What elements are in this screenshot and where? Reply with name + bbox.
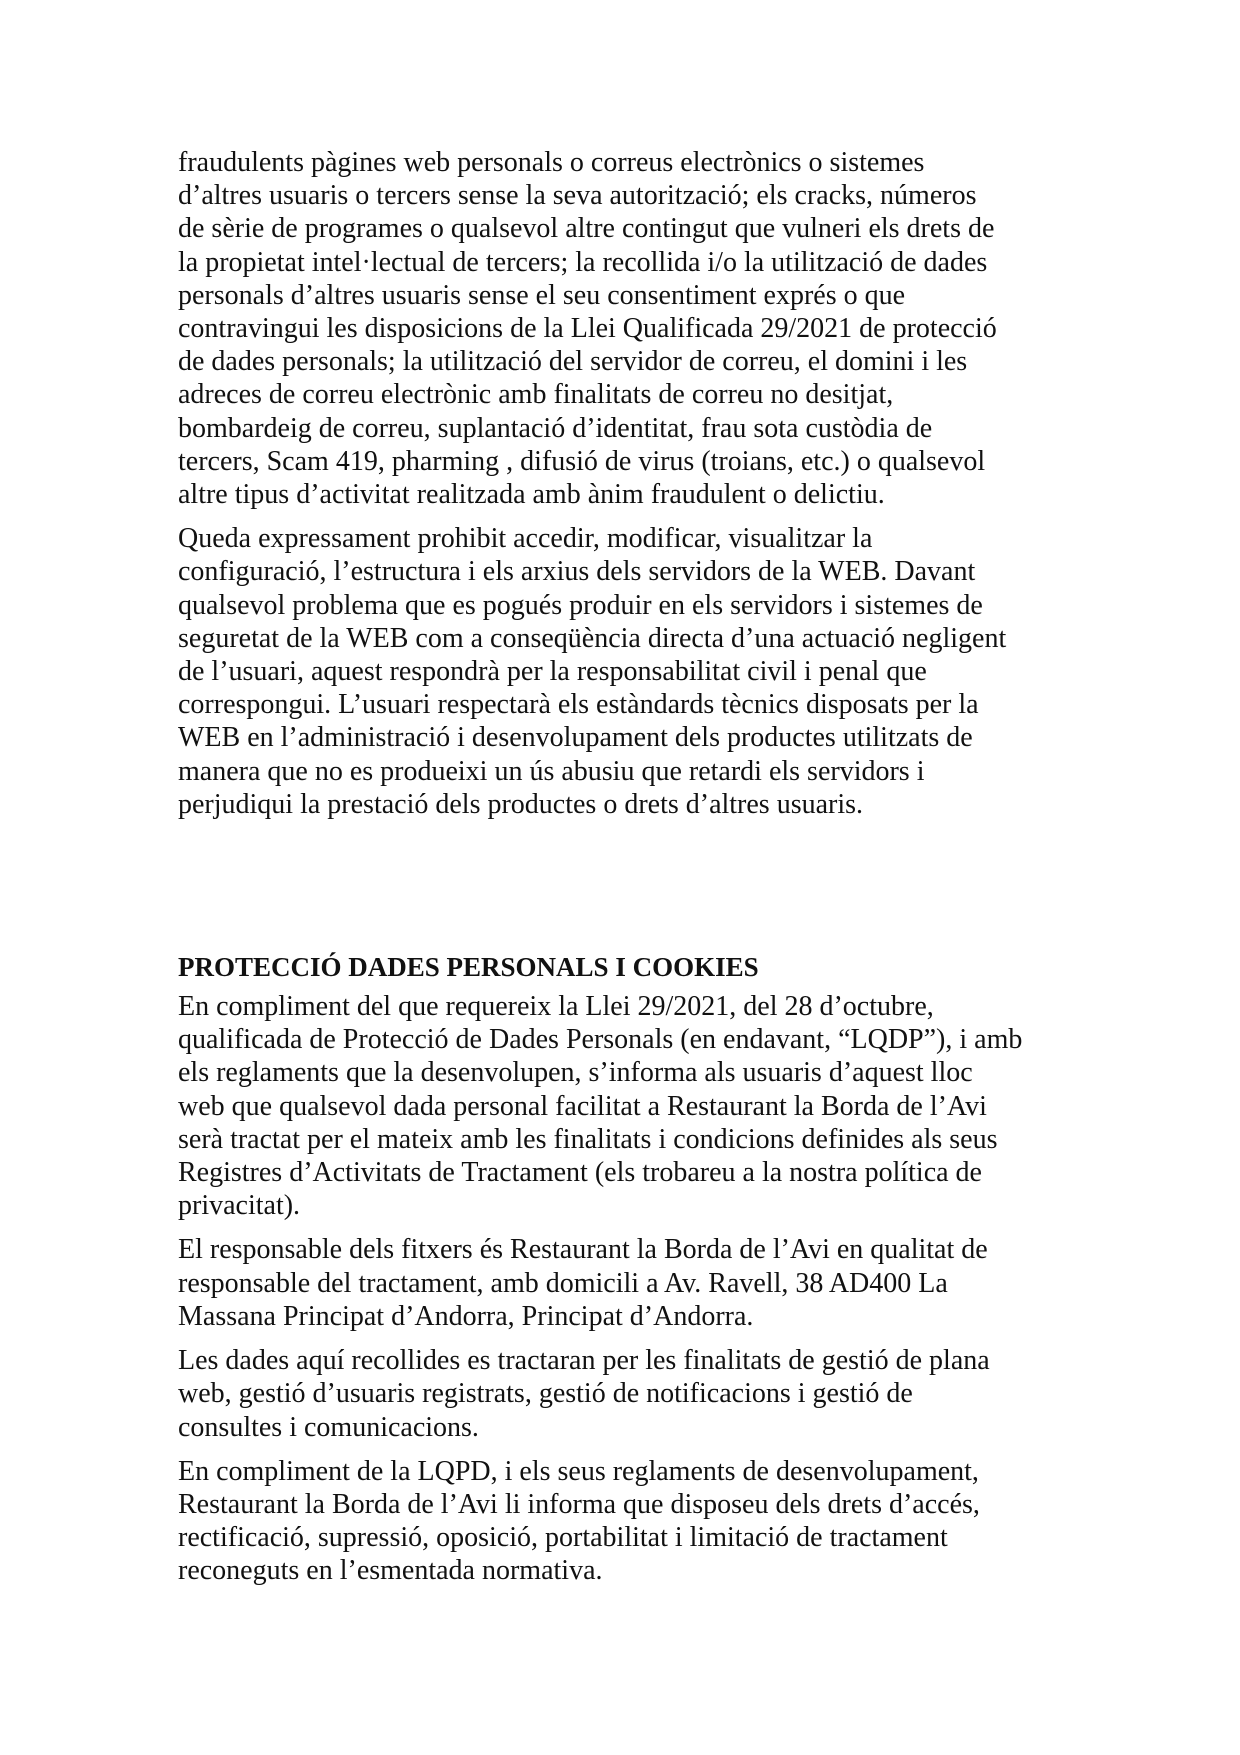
paragraph-data-controller: [178, 1233, 1078, 1333]
text-line: perjudiqui la prestació dels productes o drets d’altres usuaris.: [178, 788, 864, 820]
text-line: WEB en l’administració i desenvolupament dels productes utilitzats de: [178, 722, 973, 754]
paragraph-lqdp-compliance: [178, 990, 1078, 1222]
text-line: En compliment del que requereix la Llei 29/2021, del 28 d’octubre,: [178, 991, 934, 1023]
text-line: web que qualsevol dada personal facilitat a Restaurant la Borda de l’Avi: [178, 1090, 987, 1122]
paragraph-data-purposes: [178, 1344, 1078, 1444]
text-line: correspongui. L’usuari respectarà els estàndards tècnics disposats per la: [178, 689, 979, 721]
paragraph-prohibited-content: [178, 146, 1078, 511]
text-line: la propietat intel·lectual de tercers; la recollida i/o la utilització de dades: [178, 246, 988, 278]
text-line: Restaurant la Borda de l’Avi li informa que disposeu dels drets d’accés,: [178, 1488, 980, 1520]
text-line: En compliment de la LQPD, i els seus reglaments de desenvolupament,: [178, 1455, 979, 1487]
text-line: Registres d’Activitats de Tractament (els trobareu a la nostra política de: [178, 1157, 982, 1189]
text-line: personals d’altres usuaris sense el seu consentiment exprés o que: [178, 279, 906, 311]
text-line: els reglaments que la desenvolupen, s’informa als usuaris d’aquest lloc: [178, 1057, 973, 1089]
text-line: de sèrie de programes o qualsevol altre contingut que vulneri els drets de: [178, 213, 995, 245]
text-line: rectificació, supressió, oposició, portabilitat i limitació de tractament: [178, 1522, 948, 1554]
section-spacer: [178, 832, 1078, 950]
text-line: tercers, Scam 419, pharming , difusió de virus (troians, etc.) o qualsevol: [178, 445, 986, 477]
text-line: Queda expressament prohibit accedir, modificar, visualitzar la: [178, 523, 873, 555]
text-line: adreces de correu electrònic amb finalitats de correu no desitjat,: [178, 379, 894, 411]
text-line: manera que no es produeixi un ús abusiu que retardi els servidors i: [178, 755, 925, 787]
text-line: El responsable dels fitxers és Restaurant la Borda de l’Avi en qualitat de: [178, 1234, 988, 1266]
text-line: qualificada de Protecció de Dades Personals (en endavant, “LQDP”), i amb: [178, 1024, 1023, 1056]
text-line: seguretat de la WEB com a conseqüència directa d’una actuació negligent: [178, 622, 1007, 654]
text-line: contravingui les disposicions de la Llei Qualificada 29/2021 de protecció: [178, 313, 997, 345]
paragraph-server-access: [178, 522, 1078, 821]
paragraph-user-rights: [178, 1455, 1078, 1588]
text-line: Les dades aquí recollides es tractaran per les finalitats de gestió de plana: [178, 1345, 990, 1377]
text-line: responsable del tractament, amb domicili a Av. Ravell, 38 AD400 La: [178, 1267, 948, 1299]
text-line: bombardeig de correu, suplantació d’identitat, frau sota custòdia de: [178, 412, 933, 444]
text-line: serà tractat per el mateix amb les finalitats i condicions definides als seus: [178, 1123, 998, 1155]
text-line: web, gestió d’usuaris registrats, gestió de notificacions i gestió de: [178, 1378, 913, 1410]
text-line: d’altres usuaris o tercers sense la seva autorització; els cracks, números: [178, 180, 977, 212]
text-line: consultes i comunicacions.: [178, 1411, 479, 1443]
text-line: configuració, l’estructura i els arxius dels servidors de la WEB. Davant: [178, 556, 976, 588]
text-line: de l’usuari, aquest respondrà per la responsabilitat civil i penal que: [178, 656, 927, 688]
text-line: reconeguts en l’esmentada normativa.: [178, 1555, 603, 1587]
document-body: [178, 146, 1078, 1599]
text-line: qualsevol problema que es pogués produir en els servidors i sistemes de: [178, 589, 983, 621]
section-heading: PROTECCIÓ DADES PERSONALS I COOKIES: [178, 952, 759, 983]
text-line: privacitat).: [178, 1190, 301, 1222]
text-line: de dades personals; la utilització del servidor de correu, el domini i les: [178, 346, 968, 378]
text-line: fraudulents pàgines web personals o correus electrònics o sistemes: [178, 147, 925, 178]
text-line: altre tipus d’activitat realitzada amb ànim fraudulent o delictiu.: [178, 479, 885, 511]
text-line: Massana Principat d’Andorra, Principat d’Andorra.: [178, 1300, 754, 1332]
